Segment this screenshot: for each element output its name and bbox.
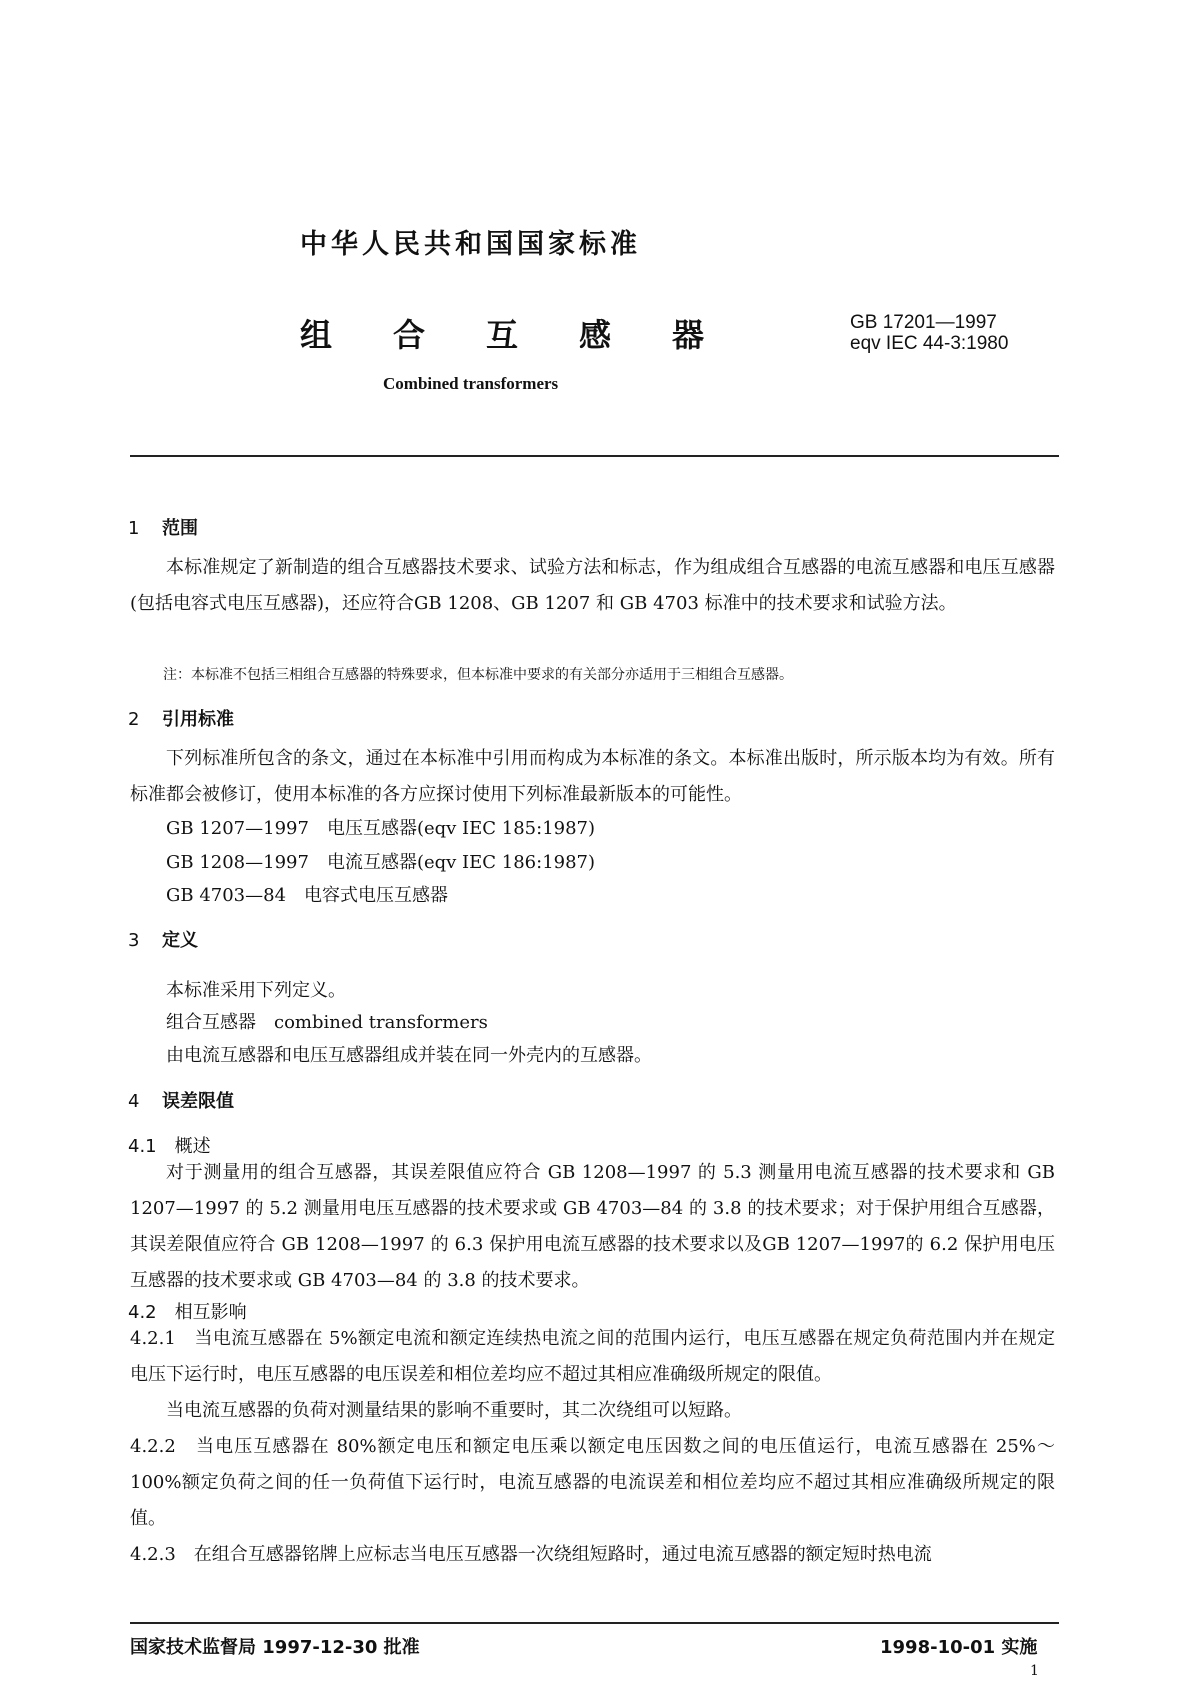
- approval-date: 国家技术监督局 1997-12-30 批准: [130, 1637, 420, 1658]
- title-char: 互: [486, 316, 519, 354]
- title-char: 感: [579, 316, 612, 354]
- page-number: 1: [1030, 1663, 1039, 1679]
- definition-text: 由电流互感器和电压互感器组成并装在同一外壳内的互感器。: [166, 1045, 652, 1066]
- section-title: 范围: [162, 518, 198, 539]
- section-1-note: 注：本标准不包括三相组合互感器的特殊要求，但本标准中要求的有关部分亦适用于三相组合互感器。: [163, 667, 793, 683]
- section-3-heading: [128, 926, 198, 952]
- section-1-heading: [128, 514, 198, 540]
- clause-4-2-2: 4.2.2 当电压互感器在 80%额定电压和额定电压乘以额定电压因数之间的电压值运行，电流互感器在 25%～100%额定负荷之间的任一负荷值下运行时，电流互感器的电流误差和相位差均应不超过其相应准确级所规定的限值。: [130, 1436, 1055, 1529]
- section-2-heading: [128, 705, 234, 731]
- section-number: 1: [128, 518, 140, 539]
- definition-intro: 本标准采用下列定义。: [166, 980, 346, 1001]
- section-2-paragraph: 下列标准所包含的条文，通过在本标准中引用而构成为本标准的条文。本标准出版时，所示版本均为有效。所有标准都会被修订，使用本标准的各方应探讨使用下列标准最新版本的可能性。: [130, 748, 1055, 805]
- document-title: [300, 310, 765, 356]
- reference-item: GB 1208—1997 电流互感器(eqv IEC 186:1987): [166, 852, 596, 873]
- subsection-4-1-paragraph: 对于测量用的组合互感器，其误差限值应符合 GB 1208—1997 的 5.3 测量用电流互感器的技术要求和 GB 1207—1997 的 5.2 测量用电压互感器的技术要求或 GB 4703—84 的 3.8 的技术要求；对于保护用组合互感器，其误差限值应符合 GB 1208—1997 的 6.3 保护用电流互感器的技术要求以及GB 1207—1997的 6.2 保护用电压互感器的技术要求或 GB 4703—84 的 3.8 的技术要求。: [130, 1162, 1055, 1291]
- standard-number: GB 17201—1997: [850, 312, 997, 333]
- title-char: 组: [300, 316, 333, 354]
- standard-code: [850, 312, 1008, 354]
- section-number: 4: [128, 1091, 140, 1112]
- implementation-date: 1998-10-01 实施: [880, 1637, 1038, 1658]
- section-1-paragraph: 本标准规定了新制造的组合互感器技术要求、试验方法和标志，作为组成组合互感器的电流互感器和电压互感器(包括电容式电压互感器)，还应符合GB 1208、GB 1207 和 GB 4703 标准中的技术要求和试验方法。: [130, 557, 1055, 614]
- definition-term: 组合互感器 combined transformers: [166, 1012, 488, 1033]
- header-divider: [130, 455, 1059, 457]
- section-number: 3: [128, 930, 140, 951]
- section-number: 2: [128, 709, 140, 730]
- reference-item: GB 1207—1997 电压互感器(eqv IEC 185:1987): [166, 818, 596, 839]
- clause-4-2-1-note: 当电流互感器的负荷对测量结果的影响不重要时，其二次绕组可以短路。: [166, 1400, 742, 1421]
- english-title: Combined transformers: [383, 374, 559, 393]
- section-title: 误差限值: [162, 1091, 234, 1112]
- footer-divider: [130, 1622, 1059, 1624]
- title-char: 器: [672, 316, 705, 354]
- subsection-4-2-heading: 4.2 相互影响: [128, 1302, 247, 1323]
- reference-item: GB 4703—84 电容式电压互感器: [166, 885, 449, 906]
- subsection-4-1-heading: 4.1 概述: [128, 1136, 211, 1157]
- national-standard-heading: 中华人民共和国国家标准: [300, 229, 641, 260]
- section-4-heading: [128, 1087, 234, 1113]
- title-char: 合: [393, 316, 426, 354]
- clause-4-2-3: 4.2.3 在组合互感器铭牌上应标志当电压互感器一次绕组短路时，通过电流互感器的额定短时热电流: [130, 1544, 932, 1565]
- section-title: 引用标准: [162, 709, 234, 730]
- clause-4-2-1: 4.2.1 当电流互感器在 5%额定电流和额定连续热电流之间的范围内运行，电压互感器在规定负荷范围内并在规定电压下运行时，电压互感器的电压误差和相位差均应不超过其相应准确级所规定的限值。: [130, 1328, 1055, 1385]
- standard-equivalence: eqv IEC 44-3:1980: [850, 333, 1009, 354]
- section-title: 定义: [162, 930, 198, 951]
